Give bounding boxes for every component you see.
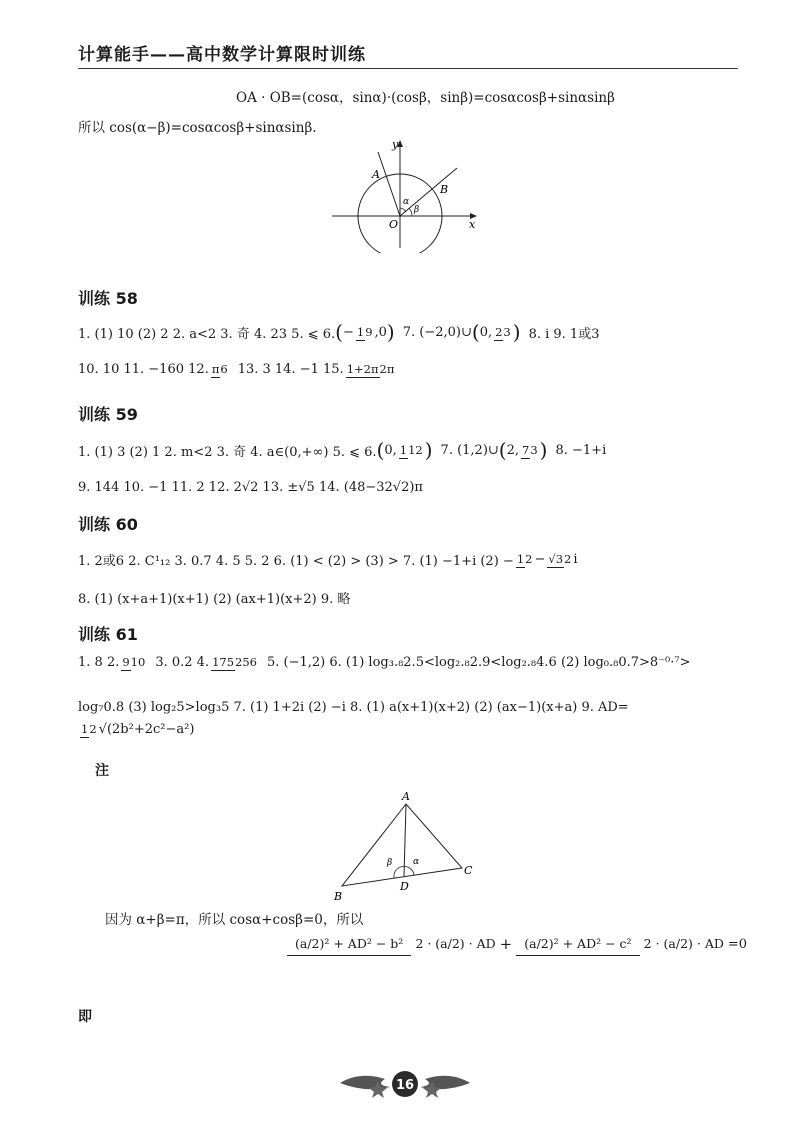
page-number-ornament [330,1063,480,1103]
fraction: π6 [211,362,228,376]
fraction: √32 [548,552,572,566]
section-title-59: 训练 59 [78,405,138,424]
ji-label: 即 [78,1009,92,1025]
label-o: O [389,218,399,231]
fraction: 112 [399,442,423,457]
label-b: B [440,183,449,196]
because-line: 因为 α+β=π，所以 cosα+cosβ=0，所以 [105,912,364,928]
left-leaf-icon [340,1076,390,1089]
triangle-figure [330,790,490,905]
label-a: A [402,790,410,803]
equation-left-fraction: (a/2)² + AD² − b² 2 · (a/2) · AD [287,938,496,951]
median-ad [404,804,406,876]
answers-61-line2: log₇0.8 (3) log₂5>log₃5 7. (1) 1+2i (2) −i 8. (1) a(x+1)(x+2) (2) (ax−1)(x+a) 9. AD= [78,700,629,715]
answers-60-line2: 8. (1) (x+a+1)(x+1) (2) (ax+1)(x+2) 9. 略 [78,592,351,607]
label-beta: β [387,858,393,868]
equation-right-fraction: (a/2)² + AD² − c² 2 · (a/2) · AD [516,938,724,951]
label-beta: β [414,205,420,215]
label-d: D [400,880,409,893]
unit-circle-figure [320,138,490,253]
answers-59-line2: 9. 144 10. −1 11. 2 12. 2√2 13. ±√5 14. (48−32√2)π [78,480,423,495]
answers-60-line1: 1. 2或6 2. C¹₁₂ 3. 0.7 4. 5 5. 2 6. (1) < (2) > (3) > 7. (1) −1+i (2) − 12 − √32 i [78,552,578,569]
answers-58-line1: 1. (1) 10 (2) 2 2. a<2 3. 奇 4. 23 5. ⩽ 6. ( − 19 ,0 ) 7. (−2,0)∪ ( 0, 23 ) 8. i 9. 1或3 [78,320,600,344]
header-title: 计算能手——高中数学计算限时训练 [78,45,366,65]
label-a: A [372,168,380,181]
ray-oa [378,152,400,216]
dot-product-line: OA · OB=(cosα，sinα)·(cosβ，sinβ)=cosαcosβ+sinαsinβ [236,90,615,106]
fraction: 12 [516,552,533,566]
section-title-61: 训练 61 [78,625,138,644]
label-alpha: α [403,197,410,207]
label-c: C [464,864,473,877]
label-y: y [392,138,399,151]
note-label: 注 [95,763,109,779]
fraction: 1+2π2π [346,362,395,376]
triangle-abc [342,804,462,886]
fraction: 175256 [212,655,257,669]
beta-arc [409,208,412,216]
header-rule [78,68,738,69]
section-title-58: 训练 58 [78,289,138,308]
label-x: x [469,218,476,231]
fraction: 19 [356,324,373,339]
label-b: B [334,890,343,903]
section-title-60: 训练 60 [78,515,138,534]
right-leaf-icon [420,1076,470,1089]
answers-59-line1: 1. (1) 3 (2) 1 2. m<2 3. 奇 4. a∈(0,+∞) 5. ⩽ 6. ( 0, 112 ) 7. (1,2)∪ ( 2, 73 ) 8. −1+i [78,438,607,462]
conclusion-line: 所以 cos(α−β)=cosαcosβ+sinαsinβ. [78,120,317,136]
label-alpha: α [413,857,420,867]
answers-61-line1: 1. 8 2. 910 3. 0.2 4. 175256 5. (−1,2) 6. (1) log₃.₈2.5<log₂.₈2.9<log₂.₈4.6 (2) log₀.₈0.7>8⁻⁰·⁷> [78,655,691,670]
answers-61-line3: 12 √(2b²+2c²−a²) [81,722,195,737]
fraction: 12 [81,722,97,736]
fraction: 910 [122,655,146,669]
equation: (a/2)² + AD² − b² 2 · (a/2) · AD + (a/2)² + AD² − c² 2 · (a/2) · AD =0 [283,935,747,953]
fraction: 23 [495,324,511,339]
fraction: 73 [522,442,538,457]
answers-58-line2: 10. 10 11. −160 12. π6 13. 3 14. −1 15. 1+2π2π [78,362,395,377]
page-number: 16 [395,1078,415,1093]
